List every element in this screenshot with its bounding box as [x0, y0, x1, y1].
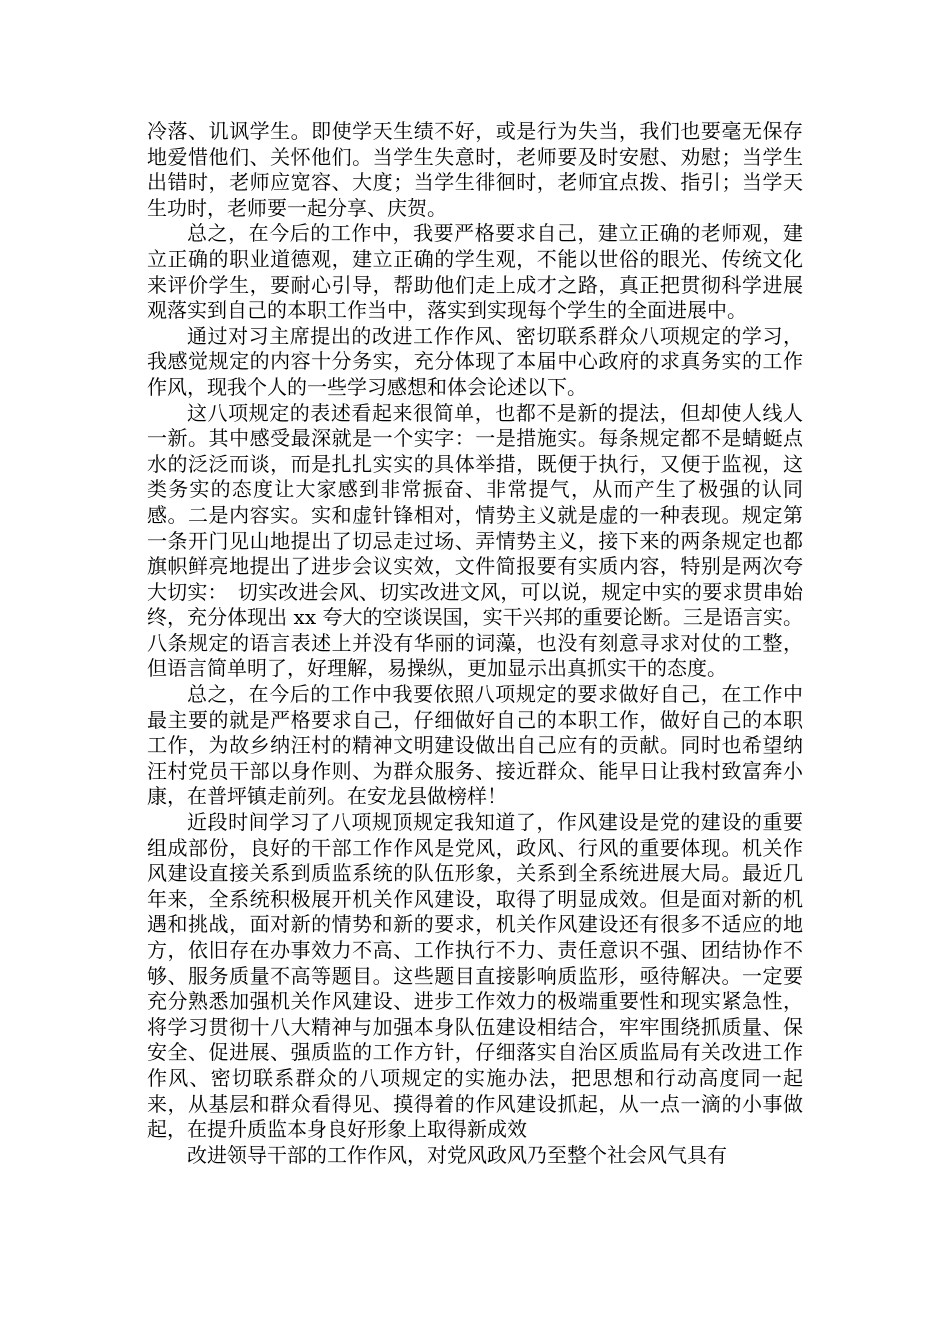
- document-body: [147, 119, 803, 1168]
- paragraph-1: 冷落、讥讽学生。即使学天生绩不好，或是行为失当，我们也要毫无保存地爱惜他们、关怀他们。当学生失意时，老师要及时安慰、劝慰；当学生出错时，老师应宽容、大度；当学生徘徊时，老师宜点拨、指引；当学天生功时，老师要一起分享、庆贺。: [147, 119, 803, 220]
- paragraph-3: 通过对习主席提出的改进工作作风、密切联系群众八项规定的学习，我感觉规定的内容十分务实，充分体现了本届中心政府的求真务实的工作作风，现我个人的一些学习感想和体会论述以下。: [147, 323, 803, 399]
- paragraph-5: 总之，在今后的工作中我要依照八项规定的要求做好自己，在工作中最主要的就是严格要求自己，仔细做好自己的本职工作，做好自己的本职工作，为故乡纳汪村的精神文明建设做出自己应有的贡献。同时也希望纳汪村党员干部以身作则、为群众服务、接近群众、能早日让我村致富奔小康，在普坪镇走前列。在安龙县做榜样！: [147, 682, 803, 809]
- paragraph-4: 这八项规定的表述看起来很简单，也都不是新的提法，但却使人线人一新。其中感受最深就是一个实字：一是措施实。每条规定都不是蜻蜓点水的泛泛而谈，而是扎扎实实的具体举措，既便于执行，又便于监视，这类务实的态度让大家感到非常振奋、非常提气，从而产生了极强的认同感。二是内容实。实和虚针锋相对，情势主义就是虚的一种表现。规定第一条开门见山地提出了切忌走过场、弄情势主义，接下来的两条规定也都旗帜鲜亮地提出了进步会议实效，文件简报要有实质内容，特别是两次夸大切实： 切实改进会风、切实改进文风，可以说，规定中实的要求贯串始终，充分体现出 xx 夸大的空谈误国，实干兴邦的重要论断。三是语言实。八条规定的语言表述上并没有华丽的词藻，也没有刻意寻求对仗的工整，但语言简单明了，好理解，易操纵，更加显示出真抓实干的态度。: [147, 400, 803, 681]
- paragraph-7: 改进领导干部的工作作风，对党风政风乃至整个社会风气具有: [187, 1142, 727, 1167]
- paragraph-6: 近段时间学习了八项规顶规定我知道了，作风建设是党的建设的重要组成部份，良好的干部工作作风是党风，政风、行风的重要体现。机关作风建设直接关系到质监系统的队伍形象，关系到全系统进展大局。最近几年来，全系统积极展开机关作风建设，取得了明显成效。但是面对新的机遇和挑战，面对新的情势和新的要求，机关作风建设还有很多不适应的地方，依旧存在办事效力不高、工作执行不力、责任意识不强、团结协作不够、服务质量不高等题目。这些题目直接影响质监形，亟待解决。一定要充分熟悉加强机关作风建设、进步工作效力的极端重要性和现实紧急性，将学习贯彻十八大精神与加强本身队伍建设相结合，牢牢围绕抓质量、保安全、促进展、强质监的工作方针，仔细落实自治区质监局有关改进工作作风、密切联系群众的八项规定的实施办法，把思想和行动高度同一起来，从基层和群众看得见、摸得着的作风建设抓起，从一点一滴的小事做起，在提升质监本身良好形象上取得新成效: [147, 810, 803, 1142]
- paragraph-2: 总之，在今后的工作中，我要严格要求自己，建立正确的老师观，建立正确的职业道德观，建立正确的学生观，不能以世俗的眼光、传统文化来评价学生，要耐心引导，帮助他们走上成才之路，真正把贯彻科学进展观落实到自己的本职工作当中，落实到实现每个学生的全面进展中。: [147, 221, 803, 323]
